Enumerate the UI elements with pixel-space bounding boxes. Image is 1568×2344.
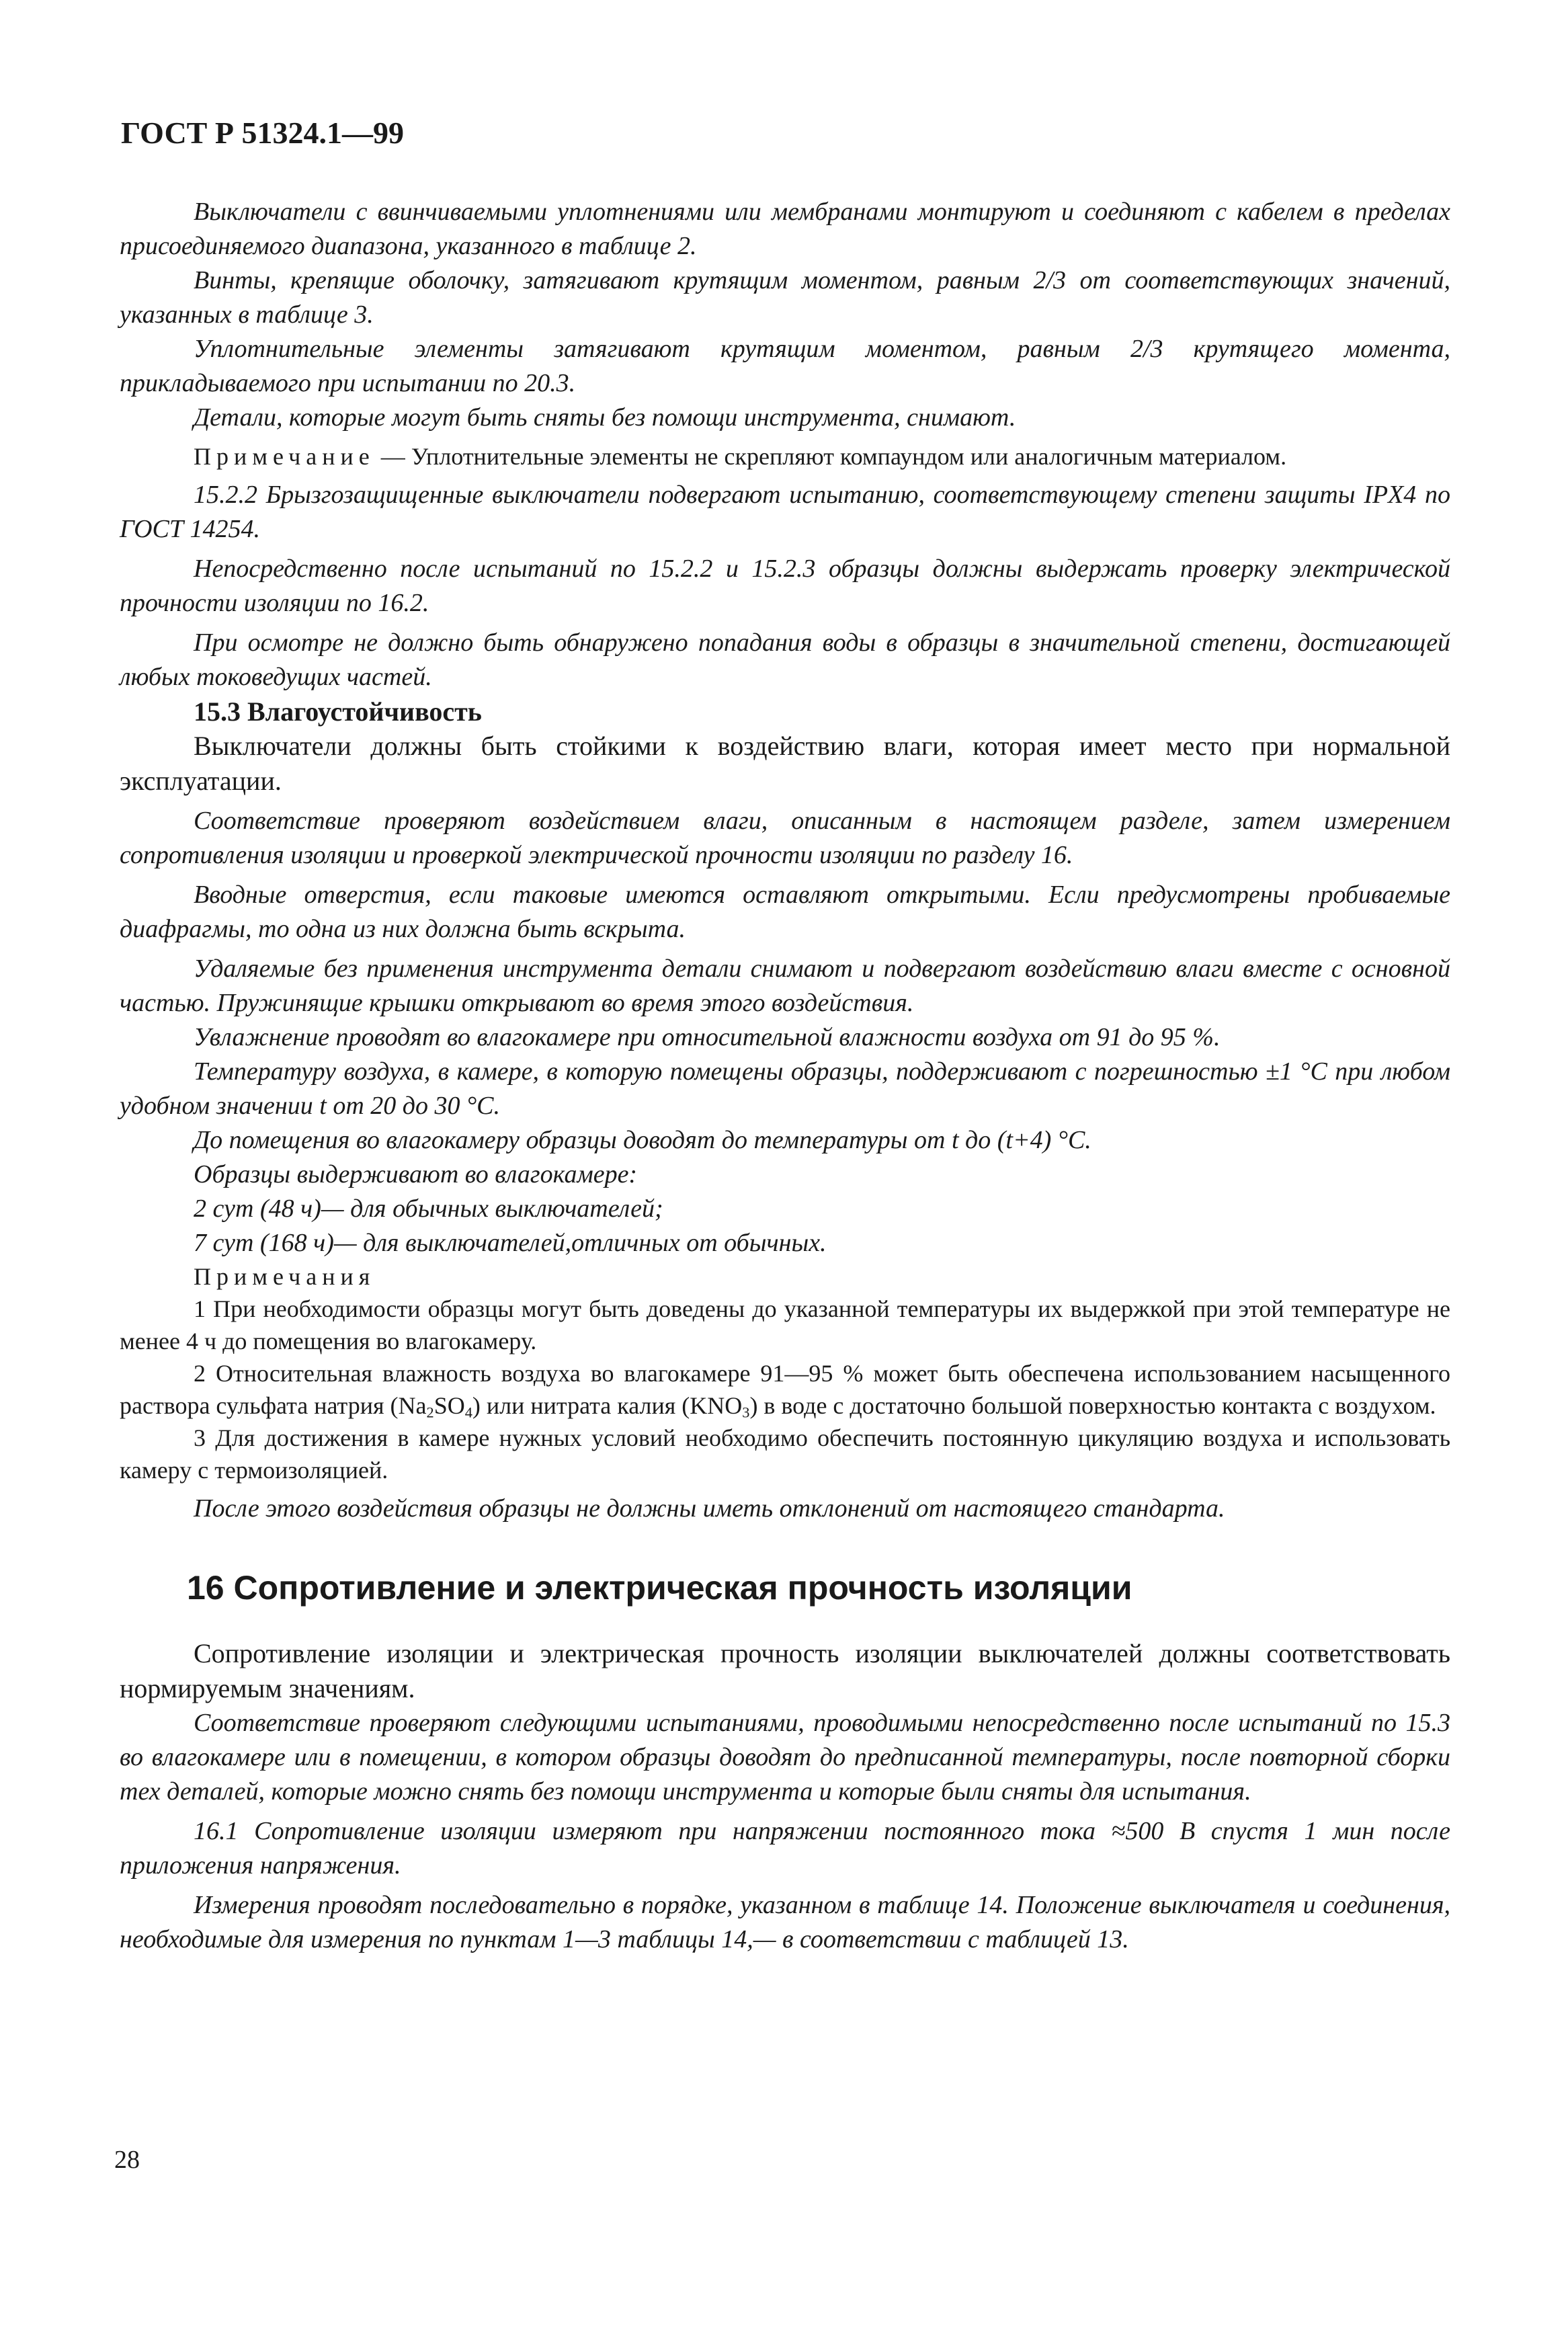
paragraph: Измерения проводят последовательно в порядке, указанном в таблице 14. Положение выключателя и соединения, необходимые для измерения по пунктам 1—3 таблицы 14,— в соответствии с таблицей 13. xyxy=(120,1891,1450,1953)
page-number: 28 xyxy=(114,2146,140,2174)
list-item: 2 сут (48 ч)— для обычных выключателей; xyxy=(194,1195,663,1223)
paragraph: Детали, которые могут быть сняты без помощи инструмента, снимают. xyxy=(194,403,1016,432)
paragraph: Выключатели с ввинчиваемыми уплотнениями или мембранами монтируют и соединяют с кабелем в пределах присоединяемого диапазона, указанного в таблице 2. xyxy=(120,198,1450,260)
paragraph: При осмотре не должно быть обнаружено попадания воды в образцы в значительной степени, достигающей любых токоведущих частей. xyxy=(120,629,1450,691)
paragraph: 15.2.2 Брызгозащищенные выключатели подвергают испытанию, соответствующему степени защиты IPX4 по ГОСТ 14254. xyxy=(120,481,1450,543)
paragraph: Винты, крепящие оболочку, затягивают крутящим моментом, равным 2/3 от соответствующих значений, указанных в таблице 3. xyxy=(120,266,1450,329)
paragraph: До помещения во влагокамеру образцы доводят до температуры от t до (t+4) °С. xyxy=(194,1126,1091,1154)
note-text: — Уплотнительные элементы не скрепляют компаундом или аналогичным материалом. xyxy=(374,443,1287,470)
document-code-header: ГОСТ Р 51324.1—99 xyxy=(121,116,404,150)
paragraph: Непосредственно после испытаний по 15.2.2 и 15.2.3 образцы должны выдержать проверку электрической прочности изоляции по 16.2. xyxy=(120,555,1450,617)
paragraph: После этого воздействия образцы не должны иметь отклонений от настоящего стандарта. xyxy=(194,1494,1225,1523)
paragraph: 16.1 Сопротивление изоляции измеряют при напряжении постоянного тока ≈500 В спустя 1 мин после приложения напряжения. xyxy=(120,1817,1450,1880)
list-item: 7 сут (168 ч)— для выключателей,отличных от обычных. xyxy=(194,1229,827,1257)
paragraph: Выключатели должны быть стойкими к воздействию влаги, которая имеет место при нормальной эксплуатации. xyxy=(120,731,1450,796)
paragraph: Температуру воздуха, в камере, в которую помещены образцы, поддерживают с погрешностью ±1 °С при любом удобном значении t от 20 до 30 °С. xyxy=(120,1057,1450,1120)
note-paragraph xyxy=(120,440,1450,473)
paragraph: Увлажнение проводят во влагокамере при относительной влажности воздуха от 91 до 95 %. xyxy=(194,1023,1221,1051)
paragraph: Вводные отверстия, если таковые имеются оставляют открытыми. Если предусмотрены пробиваемые диафрагмы, то одна из них должна быть вскрыта. xyxy=(120,881,1450,943)
paragraph: Уплотнительные элементы затягивают крутящим моментом, равным 2/3 крутящего момента, прикладываемого при испытании по 20.3. xyxy=(120,335,1450,397)
document-body xyxy=(120,195,1450,1957)
paragraph: Соответствие проверяют воздействием влаги, описанным в настоящем разделе, затем измерением сопротивления изоляции и проверкой электрической прочности изоляции по разделу 16. xyxy=(120,807,1450,869)
note-item: 2 Относительная влажность воздуха во влагокамере 91—95 % может быть обеспечена использованием насыщенного раствора сульфата натрия $(Na_2SO_4)$ или нитрата калия $(KNO_3)$ в воде с достаточно большой поверхностью контакта с воздухом. xyxy=(120,1360,1450,1421)
note-item: 1 При необходимости образцы могут быть доведены до указанной температуры их выдержкой при этой температуре не менее 4 ч до помещения во влагокамеру. xyxy=(120,1295,1450,1355)
paragraph: Образцы выдерживают во влагокамере: xyxy=(194,1160,638,1188)
section-heading: 16 Сопротивление и электрическая прочность изоляции xyxy=(187,1569,1132,1607)
note-label: Примечание xyxy=(194,443,375,470)
paragraph: Удаляемые без применения инструмента детали снимают и подвергают воздействию влаги вместе с основной частью. Пружинящие крышки открывают во время этого воздействия. xyxy=(120,955,1450,1017)
paragraph: Соответствие проверяют следующими испытаниями, проводимыми непосредственно после испытаний по 15.3 во влагокамере или в помещении, в котором образцы доводят до предписанной температуры, после повторной сборки тех деталей, которые можно снять без помощи инструмента и которые были сняты для испытания. xyxy=(120,1709,1450,1806)
note-item: 3 Для достижения в камере нужных условий необходимо обеспечить постоянную цикуляцию воздуха и использовать камеру с термоизоляцией. xyxy=(120,1424,1450,1484)
subsection-heading: 15.3 Влагоустойчивость xyxy=(194,696,482,727)
paragraph: Сопротивление изоляции и электрическая прочность изоляции выключателей должны соответствовать нормируемым значениям. xyxy=(120,1638,1450,1703)
notes-label: Примечания xyxy=(194,1263,376,1290)
